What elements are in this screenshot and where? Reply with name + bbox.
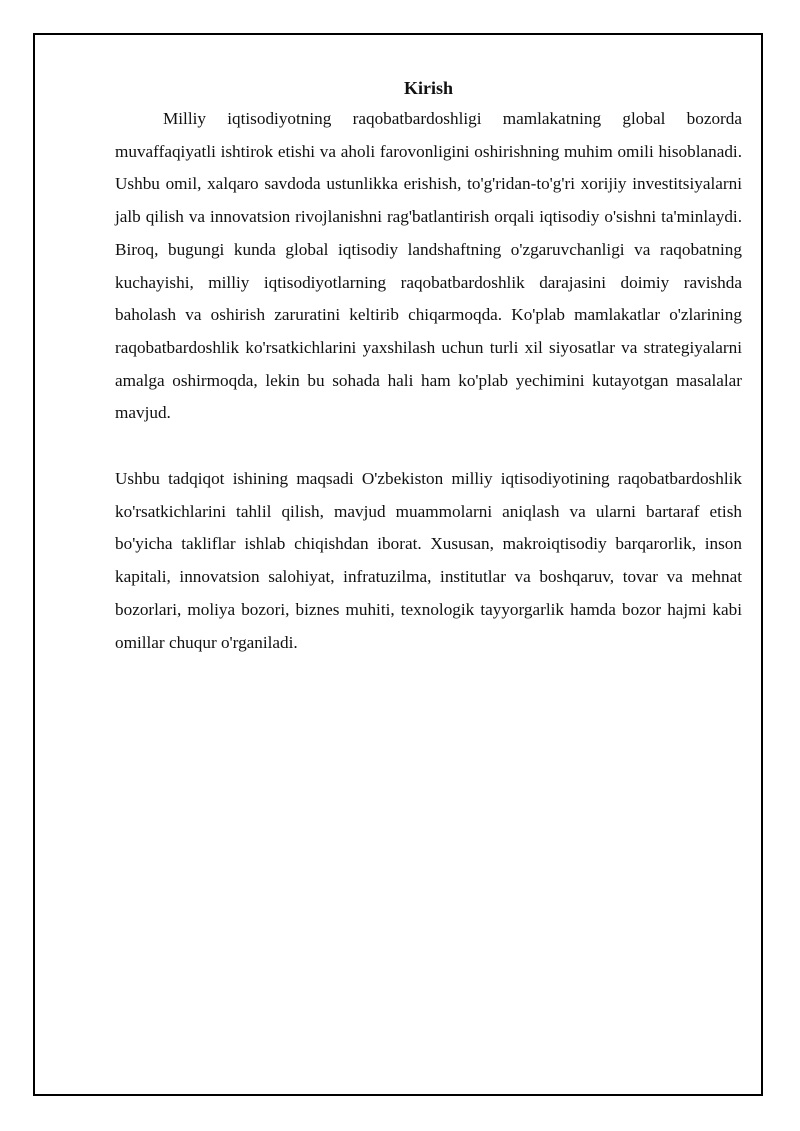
paragraph-introduction: Milliy iqtisodiyotning raqobatbardoshligi mamlakatning global bozorda muvaffaqiyatli ishtirok etishi va aholi farovonligini oshirishning muhim omili hisoblanadi. Ushbu omil, xalqaro savdoda ustunlikka erishish, to'g'ridan-to'g'ri xorijiy investitsiyalarni jalb qilish va innovatsion rivojlanishni rag'batlantirish orqali iqtisodiy o'sishni ta'minlaydi. Biroq, bugungi kunda global iqtisodiy landshaftning o'zgaruvchanligi va raqobatning kuchayishi, milliy iqtisodiyotlarning raqobatbardoshlik darajasini doimiy ravishda baholash va oshirish zaruratini keltirib chiqarmoqda. Ko'plab mamlakatlar o'zlarining raqobatbardoshlik ko'rsatkichlarini yaxshilash uchun turli xil siyosatlar va strategiyalarni amalga oshirmoqda, lekin bu sohada hali ham ko'plab yechimini kutayotgan masalalar mavjud. <box>115 109 742 423</box>
paragraph-spacer <box>115 430 742 463</box>
paragraph-research-goal: Ushbu tadqiqot ishining maqsadi O'zbekiston milliy iqtisodiyotining raqobatbardoshlik ko'rsatkichlarini tahlil qilish, mavjud muammolarni aniqlash va ularni bartaraf etish bo'yicha takliflar ishlab chiqishdan iborat. Xususan, makroiqtisodiy barqarorlik, inson kapitali, innovatsion salohiyat, infratuzilma, institutlar va boshqaruv, tovar va mehnat bozorlari, moliya bozori, biznes muhiti, texnologik tayyorgarlik hamda bozor hajmi kabi omillar chuqur o'rganiladi. <box>115 469 742 652</box>
document-title: Kirish <box>403 78 453 98</box>
document-body <box>115 75 742 659</box>
